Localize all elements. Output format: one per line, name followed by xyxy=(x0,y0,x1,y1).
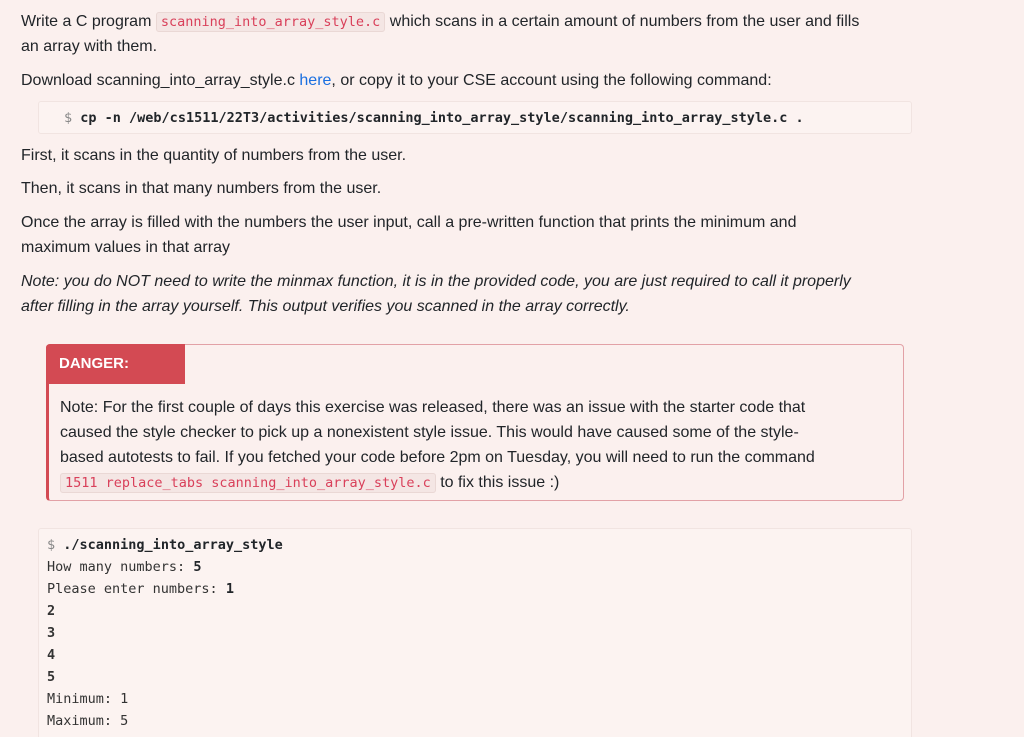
terminal-input-value: 4 xyxy=(47,647,56,663)
danger-body xyxy=(60,395,880,496)
terminal-run-line xyxy=(47,534,911,556)
download-text-end: , or copy it to your CSE account using the following command: xyxy=(331,72,772,89)
terminal-minimum-label: Minimum: xyxy=(47,691,121,707)
step-then: Then, it scans in that many numbers from the user. xyxy=(21,180,382,197)
terminal-prompt: $ xyxy=(47,537,56,553)
terminal-input-value: 3 xyxy=(47,625,56,641)
terminal-input-value: 5 xyxy=(47,669,56,685)
terminal-quantity-line xyxy=(47,556,911,578)
danger-line1: Note: For the first couple of days this exercise was released, there was an issue with the starter code that xyxy=(60,399,806,416)
step-first: First, it scans in the quantity of numbers from the user. xyxy=(21,147,407,164)
terminal-run-command: ./scanning_into_array_style xyxy=(63,537,283,553)
terminal-input-value: 1 xyxy=(225,581,234,597)
terminal-input-value: 2 xyxy=(47,603,56,619)
download-paragraph xyxy=(21,69,931,94)
replace-tabs-command: 1511 replace_tabs scanning_into_array_style.c xyxy=(60,473,436,493)
filename-code: scanning_into_array_style.c xyxy=(156,12,385,32)
download-link[interactable]: here xyxy=(299,72,332,89)
terminal-maximum-value: 5 xyxy=(120,713,129,729)
terminal-numbers-label: Please enter numbers: xyxy=(47,581,226,597)
note-paragraph xyxy=(21,270,931,319)
terminal-minimum-value: 1 xyxy=(120,691,129,707)
terminal-quantity-label: How many numbers: xyxy=(47,559,194,575)
terminal-minimum-line xyxy=(47,688,911,710)
terminal-quantity-value: 5 xyxy=(193,559,202,575)
intro-text-line2: an array with them. xyxy=(21,37,158,55)
danger-title: DANGER: xyxy=(46,344,185,384)
copy-command-block[interactable] xyxy=(38,101,912,134)
step-once-line1: Once the array is filled with the numbers the user input, call a pre-written function that prints the minimum and xyxy=(21,214,797,231)
step-once-line2: maximum values in that array xyxy=(21,238,230,256)
shell-prompt: $ xyxy=(64,110,73,126)
terminal-maximum-line xyxy=(47,710,911,732)
copy-command-text: cp -n /web/cs1511/22T3/activities/scanning_into_array_style/scanning_into_array_style.c . xyxy=(80,110,804,126)
danger-line4-end: to fix this issue :) xyxy=(435,474,560,491)
terminal-numbers-line xyxy=(47,578,911,600)
step-once-paragraph xyxy=(21,211,931,260)
danger-callout xyxy=(46,344,904,501)
intro-text-start: Write a C program xyxy=(21,13,156,30)
intro-paragraph xyxy=(21,10,931,59)
danger-line2: caused the style checker to pick up a nonexistent style issue. This would have caused some of the style- xyxy=(60,424,799,441)
terminal-maximum-label: Maximum: xyxy=(47,713,121,729)
note-line1: Note: you do NOT need to write the minmax function, it is in the provided code, you are just required to call it properly xyxy=(21,273,851,290)
intro-text-end: which scans in a certain amount of numbers from the user and fills xyxy=(385,13,860,30)
download-text: Download scanning_into_array_style.c xyxy=(21,72,300,89)
note-line2: after filling in the array yourself. This output verifies you scanned in the array correctly. xyxy=(21,297,630,315)
example-terminal-output xyxy=(38,528,912,737)
danger-line3: based autotests to fail. If you fetched your code before 2pm on Tuesday, you will need to run the command xyxy=(60,449,815,466)
